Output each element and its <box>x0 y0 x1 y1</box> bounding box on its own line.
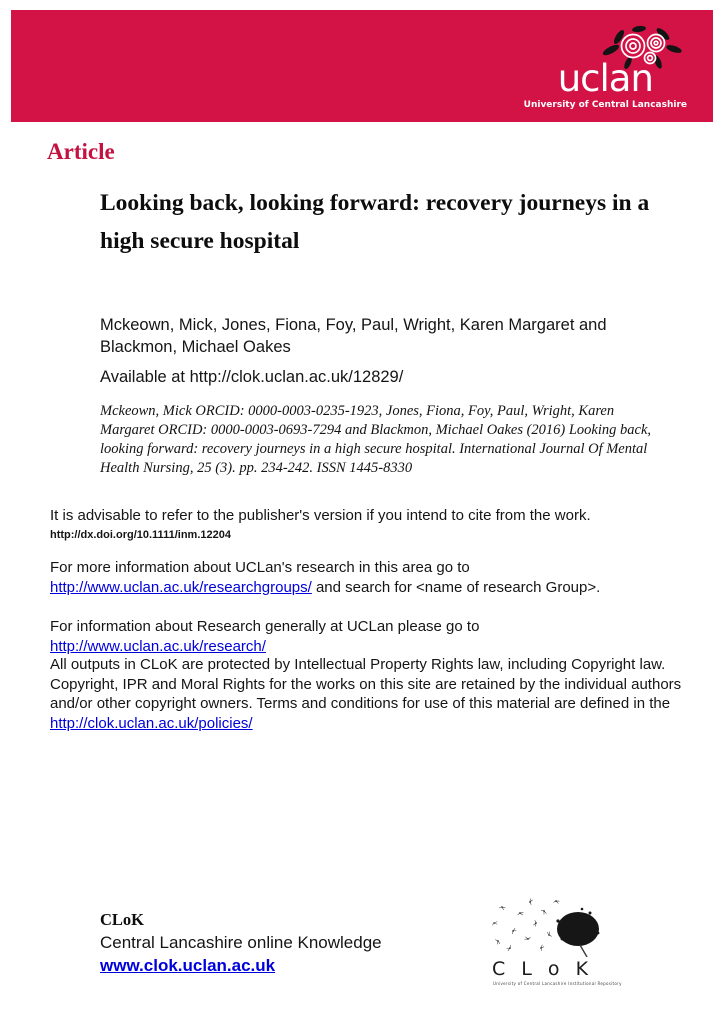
page-title: Looking back, looking forward: recovery journeys in a high secure hospital <box>100 190 650 254</box>
clok-logo-tagline: University of Central Lancashire Institutional Repository <box>493 981 622 986</box>
research-link[interactable]: http://www.uclan.ac.uk/research/ <box>50 637 266 655</box>
footer-clok-label: CLoK <box>100 910 145 929</box>
uclan-logo <box>524 22 687 110</box>
footer-clok-block <box>100 910 382 976</box>
research-area-text: For more information about UCLan's research in this area go to <box>50 559 470 576</box>
availability-line <box>100 368 403 387</box>
researchgroups-link[interactable]: http://www.uclan.ac.uk/researchgroups/ <box>50 578 312 596</box>
availability-url: http://clok.uclan.ac.uk/12829/ <box>189 368 404 386</box>
availability-prefix: Available at <box>100 368 190 386</box>
doi-link[interactable]: http://dx.doi.org/10.1111/inm.12204 <box>50 529 231 541</box>
research-area-paragraph <box>50 558 702 597</box>
dandelion-icon <box>486 893 618 957</box>
citation-text: Mckeown, Mick ORCID: 0000-0003-0235-1923, Jones, Fiona, Foy, Paul, Wright, Karen Margaret ORCID: 0000-0003-0693-7294 and Blackmon, Michael Oakes (2016) Looking back, looking forward: recovery journeys in a high secure hospital. International Journal Of Mental Health Nursing, 25 (3). pp. 234-242. ISSN 1445-8330 <box>100 403 652 476</box>
research-general-text: For information about Research generally at UCLan please go to <box>50 618 480 635</box>
uclan-logo-wordmark: uclan <box>557 57 653 101</box>
research-area-suffix: and search for <name of research Group>. <box>311 578 601 596</box>
cite-advice-text: It is advisable to refer to the publisher's version if you intend to cite from the work. <box>50 507 591 524</box>
clok-logo <box>486 893 622 986</box>
uclan-logo-tagline: University of Central Lancashire <box>523 100 687 110</box>
footer-repository-name: Central Lancashire online Knowledge <box>100 933 382 952</box>
rights-text: All outputs in CLoK are protected by Intellectual Property Rights law, including Copyright law. Copyright, IPR and Moral Rights for the works on this site are retained by the individual authors and/or other copyright owners. Terms and conditions for use of this material are defined in the <box>50 656 682 712</box>
article-type-label: Article <box>47 139 115 164</box>
rights-paragraph <box>50 655 702 733</box>
authors-line: Mckeown, Mick, Jones, Fiona, Foy, Paul, Wright, Karen Margaret and Blackmon, Michael Oakes <box>100 316 607 356</box>
research-general-paragraph <box>50 617 702 656</box>
policies-link[interactable]: http://clok.uclan.ac.uk/policies/ <box>50 714 253 732</box>
clok-logo-wordmark: C L o K <box>492 958 594 980</box>
uclan-banner <box>11 10 713 122</box>
clok-url-link[interactable]: www.clok.uclan.ac.uk <box>100 956 276 975</box>
